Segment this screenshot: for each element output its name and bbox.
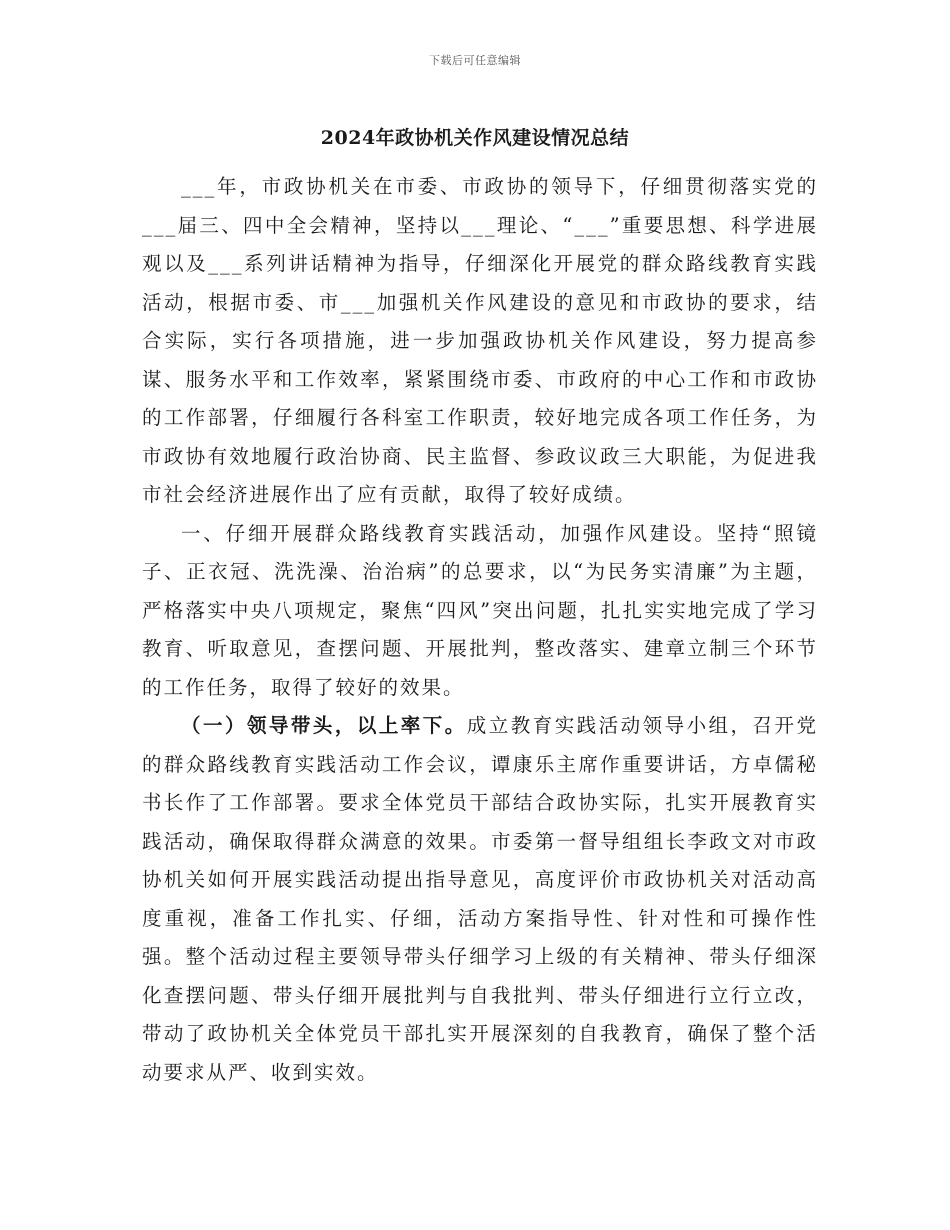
paragraph-subsection-one-text: 成立教育实践活动领导小组，召开党的群众路线教育实践活动工作会议，谭康乐主席作重要讲话，方卓儒秘书长作了工作部署。要求全体党员干部结合政协实际，扎实开展教育实践活动，确保取得群众满意的效果。市委第一督导组组长李政文对市政协机关如何开展实践活动提出指导意见，高度评价市政协机关对活动高度重视，准备工作扎实、仔细，活动方案指导性、针对性和可操作性强。整个活动过程主要领导带头仔细学习上级的有关精神、带头仔细深化查摆问题、带头仔细开展批判与自我批判、带头仔细进行立行立改，带动了政协机关全体党员干部扎实开展深刻的自我教育，确保了整个活动要求从严、收到实效。 xyxy=(142,714,818,1084)
paragraph-section-one xyxy=(142,515,818,708)
subsection-heading: （一）领导带头，以上率下。 xyxy=(181,714,467,737)
header-note: 下载后可任意编辑 xyxy=(429,54,521,67)
paragraph-intro-text: ___年，市政协机关在市委、市政协的领导下，仔细贯彻落实党的___届三、四中全会精神，坚持以___理论、“___”重要思想、科学进展观以及___系列讲话精神为指导，仔细深化开展党的群众路线教育实践活动，根据市委、市___加强机关作风建设的意见和市政协的要求，结合实际，实行各项措施，进一步加强政协机关作风建设，努力提高参谋、服务水平和工作效率，紧紧围绕市委、市政府的中心工作和市政协的工作部署，仔细履行各科室工作职责，较好地完成各项工作任务，为市政协有效地履行政治协商、民主监督、参政议政三大职能，为促进我市社会经济进展作出了应有贡献，取得了较好成绩。 xyxy=(142,175,818,506)
document-body xyxy=(142,168,818,1092)
paragraph-section-one-text: 一、仔细开展群众路线教育实践活动，加强作风建设。坚持“照镜子、正衣冠、洗洗澡、治治病”的总要求，以“为民务实清廉”为主题，严格落实中央八项规定，聚焦“四风”突出问题，扎扎实实地完成了学习教育、听取意见，查摆问题、开展批判，整改落实、建章立制三个环节的工作任务，取得了较好的效果。 xyxy=(142,521,818,699)
paragraph-intro xyxy=(142,168,818,515)
document-title: 2024年政协机关作风建设情况总结 xyxy=(320,127,630,149)
paragraph-subsection-one xyxy=(142,707,818,1092)
